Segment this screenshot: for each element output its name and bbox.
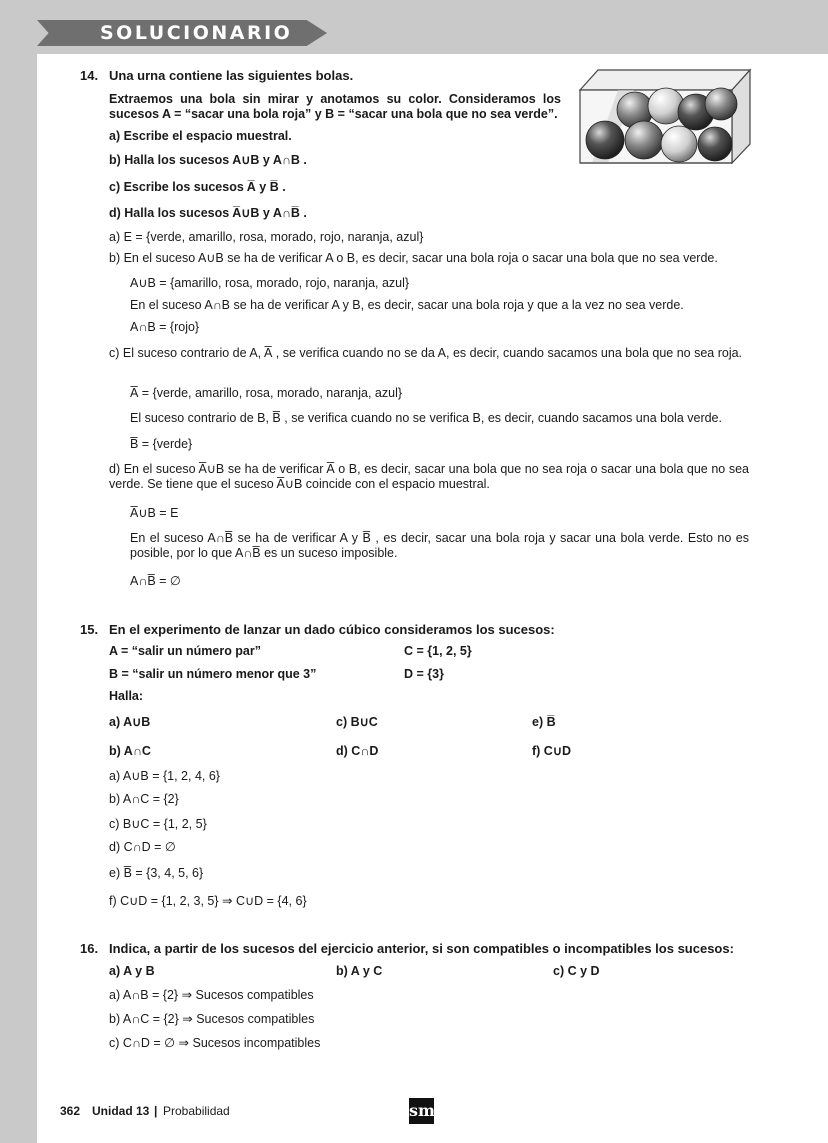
ex15-event-d: D = {3} — [404, 667, 444, 681]
ex15-question-c: c) B∪C — [336, 715, 378, 729]
ex14-question-b: b) Halla los sucesos A∪B y A∩B . — [109, 153, 307, 167]
ex15-answer-b: b) A∩C = {2} — [109, 792, 179, 806]
ex15-answer-f: f) C∪D = {1, 2, 3, 5} ⇒ C∪D = {4, 6} — [109, 894, 307, 908]
ex15-event-a: A = “salir un número par” — [109, 644, 262, 658]
ex15-question-b: b) A∩C — [109, 744, 151, 758]
left-margin-band — [0, 54, 37, 1143]
ex15-answer-a: a) A∪B = {1, 2, 4, 6} — [109, 769, 220, 783]
ex14-answer-d2: A̅∪B = E — [130, 506, 179, 520]
ex14-answer-c3: El suceso contrario de B, B̅ , se verifica cuando no se verifica B, es decir, cuando sacamos una bola verde. — [130, 411, 722, 425]
ex16-question-b: b) A y C — [336, 964, 383, 978]
ex15-halla: Halla: — [109, 689, 144, 703]
ex14-answer-c4: B̅ = {verde} — [130, 437, 193, 451]
sm-logo: sm — [409, 1098, 434, 1124]
ex15-answer-c: c) B∪C = {1, 2, 5} — [109, 817, 207, 831]
header-banner-text: SOLUCIONARIO — [100, 22, 293, 44]
ex16-question-c: c) C y D — [553, 964, 600, 978]
footer-topic: Probabilidad — [163, 1104, 230, 1118]
ex16-title: Indica, a partir de los sucesos del ejercicio anterior, si son compatibles o incompatibles los sucesos: — [109, 941, 734, 956]
ex14-question-d: d) Halla los sucesos A̅∪B y A∩B̅ . — [109, 206, 307, 220]
ex15-question-f: f) C∪D — [532, 744, 572, 758]
ex15-answer-d: d) C∩D = ∅ — [109, 840, 176, 854]
ex15-event-c: C = {1, 2, 5} — [404, 644, 472, 658]
ex16-number: 16. — [80, 941, 99, 956]
ex14-answer-b3: En el suceso A∩B se ha de verificar A y B, es decir, sacar una bola roja y que a la vez no sea verde. — [130, 298, 684, 312]
ex14-number: 14. — [80, 68, 99, 83]
ex16-answer-b: b) A∩C = {2} ⇒ Sucesos compatibles — [109, 1012, 315, 1026]
ex14-answer-b1: b) En el suceso A∪B se ha de verificar A o B, es decir, sacar una bola roja o sacar una bola que no sea verde. — [109, 251, 718, 265]
ex14-question-c: c) Escribe los sucesos A̅ y B̅ . — [109, 180, 286, 194]
ex14-answer-d3: En el suceso A∩B̅ se ha de verificar A y B̅ , es decir, sacar una bola roja y sacar una bola verde. Esto no es posible, por lo que A∩B̅ es un suceso imposible. — [130, 531, 749, 560]
ex16-question-a: a) A y B — [109, 964, 155, 978]
ex14-answer-d4: A∩B̅ = ∅ — [130, 574, 181, 588]
ex15-event-b: B = “salir un número menor que 3” — [109, 667, 317, 681]
ex15-question-a: a) A∪B — [109, 715, 151, 729]
ex15-question-e: e) B̅ — [532, 715, 556, 729]
ex14-title: Una urna contiene las siguientes bolas. — [109, 68, 354, 83]
ex15-answer-e: e) B̅ = {3, 4, 5, 6} — [109, 866, 204, 880]
urn-illustration — [578, 68, 752, 164]
footer-unit: Unidad 13 — [92, 1104, 150, 1118]
ex16-answer-a: a) A∩B = {2} ⇒ Sucesos compatibles — [109, 988, 314, 1002]
footer-separator: | — [154, 1104, 158, 1118]
ex15-question-d: d) C∩D — [336, 744, 379, 758]
ex14-answer-b4: A∩B = {rojo} — [130, 320, 200, 334]
ex14-question-a: a) Escribe el espacio muestral. — [109, 129, 292, 143]
ex16-answer-c: c) C∩D = ∅ ⇒ Sucesos incompatibles — [109, 1036, 321, 1050]
ex15-title: En el experimento de lanzar un dado cúbico consideramos los sucesos: — [109, 622, 555, 637]
ex14-intro: Extraemos una bola sin mirar y anotamos su color. Consideramos los sucesos A = “sacar una bola roja” y B = “sacar una bola que no sea verde”. — [109, 92, 561, 121]
ex14-answer-b2: A∪B = {amarillo, rosa, morado, rojo, naranja, azul} — [130, 276, 410, 290]
ex14-answer-c1: c) El suceso contrario de A, A̅ , se verifica cuando no se da A, es decir, cuando sacamos una bola que no sea roja. — [109, 346, 743, 360]
footer-page-number: 362 — [60, 1104, 81, 1118]
ex14-answer-a: a) E = {verde, amarillo, rosa, morado, rojo, naranja, azul} — [109, 230, 424, 244]
ex14-answer-d1: d) En el suceso A̅∪B se ha de verificar A̅ o B, es decir, sacar una bola que no sea roja o sacar una bola que no sea verde. Se tiene que el suceso A̅∪B coincide con el espacio muestral. — [109, 462, 749, 491]
ex15-number: 15. — [80, 622, 99, 637]
ex14-answer-c2: A̅ = {verde, amarillo, rosa, morado, naranja, azul} — [130, 386, 403, 400]
